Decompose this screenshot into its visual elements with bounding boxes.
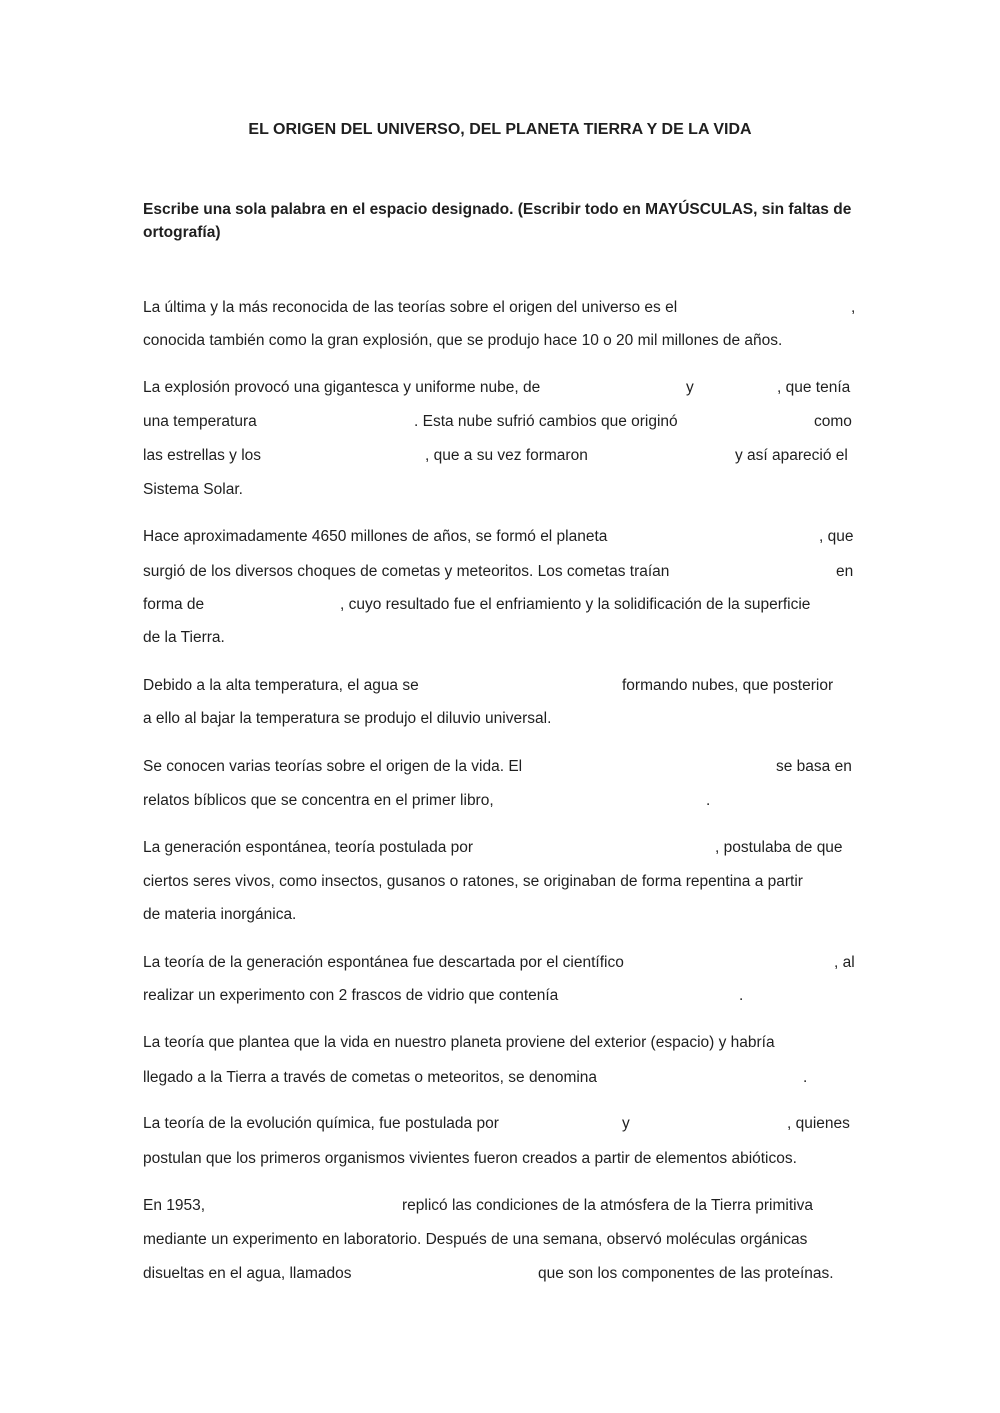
blank-p2-3[interactable] [283, 410, 408, 432]
blank-p4-1[interactable] [453, 674, 613, 696]
instructions: Escribe una sola palabra en el espacio designado. (Escribir todo en MAYÚSCULAS, sin faltas de ortografía) [143, 201, 852, 241]
p4-line-2 [143, 707, 856, 731]
p6-text: ciertos seres vivos, como insectos, gusanos o ratones, se originaban de forma repentina a partir [143, 873, 803, 890]
p9-line-1 [143, 1112, 856, 1136]
blank-p10-2[interactable] [373, 1262, 533, 1284]
p8-text: La teoría que plantea que la vida en nuestro planeta proviene del exterior (espacio) y habría [143, 1034, 775, 1051]
p2-line-3 [143, 444, 856, 468]
worksheet-title: EL ORIGEN DEL UNIVERSO, DEL PLANETA TIERRA Y DE LA VIDA [248, 121, 752, 138]
p1-text: conocida también como la gran explosión, que se produjo hace 10 o 20 mil millones de años. [143, 332, 783, 349]
blank-p8-1[interactable] [648, 1066, 798, 1088]
p2-text: y [686, 379, 694, 396]
blank-p5-1[interactable] [563, 755, 763, 777]
p8-line-1 [143, 1031, 856, 1055]
p1-line-2 [143, 329, 856, 353]
p9-text: y [622, 1115, 630, 1132]
p7-text: , al [834, 954, 855, 971]
p10-text: replicó las condiciones de la atmósfera de la Tierra primitiva [402, 1197, 813, 1214]
p2-text: las estrellas y los [143, 447, 262, 464]
p3-text: surgió de los diversos choques de cometas y meteoritos. Los cometas traían [143, 563, 670, 580]
blank-p5-2[interactable] [538, 789, 698, 811]
blank-p7-2[interactable] [608, 984, 733, 1006]
blank-p2-6[interactable] [609, 444, 729, 466]
p1-line-1 [143, 296, 856, 320]
p1-text: La última y la más reconocida de las teorías sobre el origen del universo es el [143, 299, 678, 316]
p6-text: La generación espontánea, teoría postulada por [143, 839, 474, 856]
p2-text: , que tenía [777, 379, 851, 396]
p3-text: Hace aproximadamente 4650 millones de años, se formó el planeta [143, 528, 608, 545]
p5-text: relatos bíblicos que se concentra en el primer libro, [143, 792, 494, 809]
blank-p2-5[interactable] [278, 444, 418, 466]
p4-line-1 [143, 674, 856, 698]
p10-text: En 1953, [143, 1197, 206, 1214]
p10-text: que son los componentes de las proteínas. [538, 1265, 834, 1282]
blank-p1-1[interactable] [733, 296, 843, 318]
p6-line-2 [143, 870, 856, 894]
p10-line-2 [143, 1228, 856, 1252]
p2-text: y así apareció el [735, 447, 848, 464]
p2-text: como [814, 413, 852, 430]
p7-text: La teoría de la generación espontánea fue descartada por el científico [143, 954, 624, 971]
p9-line-2 [143, 1147, 856, 1171]
p7-text: realizar un experimento con 2 frascos de vidrio que contenía [143, 987, 559, 1004]
blank-p9-1[interactable] [541, 1112, 621, 1134]
blank-p9-2[interactable] [643, 1112, 783, 1134]
p5-text: se basa en [776, 758, 852, 775]
p3-text: forma de [143, 596, 205, 613]
p8-line-2 [143, 1066, 856, 1090]
p3-text: en [836, 563, 854, 580]
blank-p2-1[interactable] [583, 376, 683, 398]
p6-line-1 [143, 836, 856, 860]
p6-text: , postulaba de que [715, 839, 843, 856]
p5-line-1 [143, 755, 856, 779]
p2-line-2 [143, 410, 856, 434]
blank-p10-1[interactable] [217, 1194, 392, 1216]
p10-line-3 [143, 1262, 856, 1286]
blank-p7-1[interactable] [675, 951, 825, 973]
p3-line-4 [143, 626, 856, 650]
p5-text: . [706, 792, 711, 809]
blank-p3-3[interactable] [218, 593, 333, 615]
p3-text: , cuyo resultado fue el enfriamiento y la solidificación de la superficie [340, 596, 811, 613]
p3-text: de la Tierra. [143, 629, 225, 646]
p3-line-3 [143, 593, 856, 617]
p2-text: . Esta nube sufrió cambios que originó [414, 413, 678, 430]
p9-text: , quienes [787, 1115, 850, 1132]
p10-text: mediante un experimento en laboratorio. Después de una semana, observó moléculas orgánicas [143, 1231, 808, 1248]
p2-text: , que a su vez formaron [425, 447, 588, 464]
p3-line-2 [143, 560, 856, 584]
p3-text: , que [819, 528, 854, 545]
p5-line-2 [143, 789, 856, 813]
blank-p3-1[interactable] [659, 525, 809, 547]
p10-line-1 [143, 1194, 856, 1218]
p5-text: Se conocen varias teorías sobre el origen de la vida. El [143, 758, 523, 775]
p1-text: , [851, 299, 856, 316]
p3-line-1 [143, 525, 856, 549]
p4-text: a ello al bajar la temperatura se produjo el diluvio universal. [143, 710, 552, 727]
p8-text: . [803, 1069, 808, 1086]
p6-line-3 [143, 903, 856, 927]
blank-p2-4[interactable] [709, 410, 804, 432]
p4-text: Debido a la alta temperatura, el agua se [143, 677, 419, 694]
p2-line-4 [143, 478, 856, 502]
p10-text: disueltas en el agua, llamados [143, 1265, 352, 1282]
p2-text: una temperatura [143, 413, 257, 430]
p9-text: postulan que los primeros organismos vivientes fueron creados a partir de elementos abióticos. [143, 1150, 797, 1167]
p4-text: formando nubes, que posterior [622, 677, 834, 694]
p2-line-1 [143, 376, 856, 400]
p2-text: Sistema Solar. [143, 481, 243, 498]
p9-text: La teoría de la evolución química, fue postulada por [143, 1115, 499, 1132]
p2-text: La explosión provocó una gigantesca y uniforme nube, de [143, 379, 541, 396]
blank-p2-2[interactable] [703, 376, 775, 398]
p7-line-1 [143, 951, 856, 975]
p7-line-2 [143, 984, 856, 1008]
p7-text: . [739, 987, 744, 1004]
p6-text: de materia inorgánica. [143, 906, 297, 923]
p8-text: llegado a la Tierra a través de cometas o meteoritos, se denomina [143, 1069, 598, 1086]
blank-p6-1[interactable] [513, 836, 713, 858]
blank-p3-2[interactable] [726, 560, 831, 582]
